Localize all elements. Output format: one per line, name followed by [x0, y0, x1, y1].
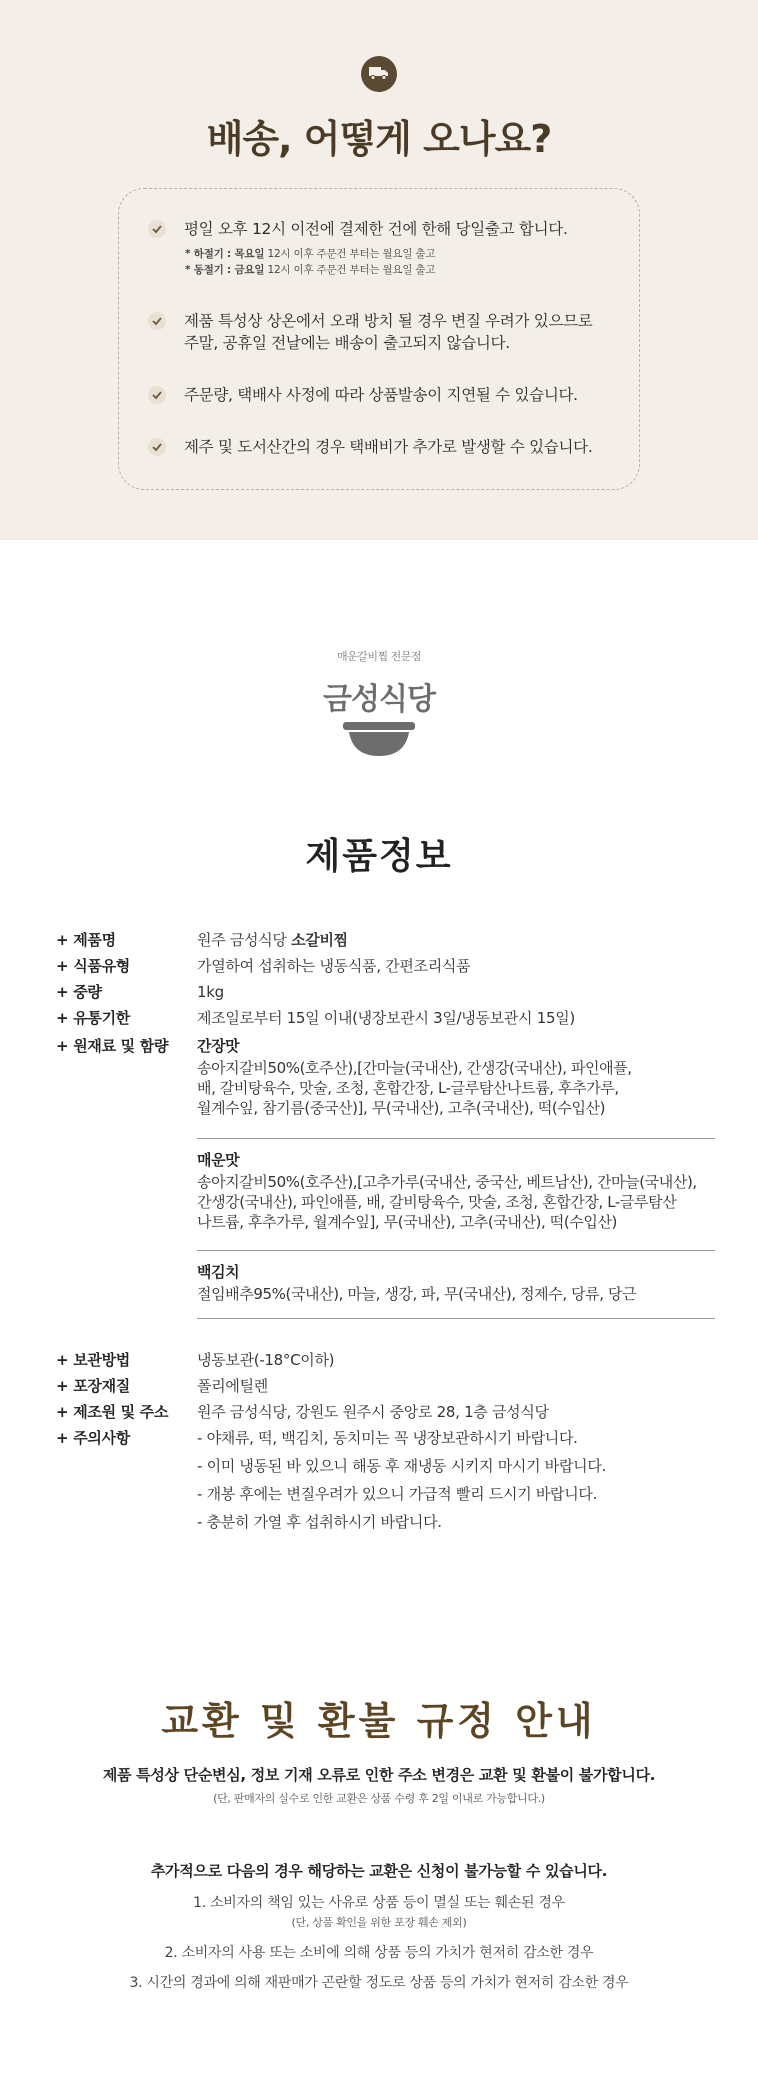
row-value: - 야채류, 떡, 백김치, 동치미는 꼭 냉장보관하시기 바랍니다. [197, 1429, 578, 1447]
row-value-bold: 소갈비찜 [291, 931, 348, 949]
row-label: + 중량 [56, 983, 102, 1001]
delivery-note-text: 12시 이후 주문건 부터는 월요일 출고 [264, 248, 436, 260]
delivery-item-text: 제주 및 도서산간의 경우 택배비가 추가로 발생할 수 있습니다. [184, 438, 593, 456]
row-value: 폴리에틸렌 [197, 1377, 268, 1395]
ingredient-line: 배, 갈비탕육수, 맛술, 조청, 혼합간장, L-글루탐산나트륨, 후추가루, [197, 1079, 619, 1097]
row-label: + 보관방법 [56, 1351, 130, 1369]
ingredient-block [197, 1150, 715, 1232]
row-value: 제조일로부터 15일 이내(냉장보관시 3일/냉동보관시 15일) [197, 1009, 575, 1027]
ingredient-line: 송아지갈비50%(호주산),[고추가루(국내산, 중국산, 베트남산), 간마늘(국내산), [197, 1173, 697, 1191]
row-label: + 제조원 및 주소 [56, 1403, 169, 1421]
row-value: 원주 금성식당, 강원도 원주시 중앙로 28, 1층 금성식당 [197, 1403, 549, 1421]
ingredient-line: 나트륨, 후추가루, 월계수잎], 무(국내산), 고추(국내산), 떡(수입산) [197, 1213, 618, 1231]
ingredient-block [197, 1036, 715, 1118]
divider [197, 1138, 715, 1139]
delivery-item [148, 218, 568, 240]
delivery-item-text: 주문량, 택배사 사정에 따라 상품발송이 지연될 수 있습니다. [184, 386, 578, 404]
ingredient-line: 월계수잎, 참기름(중국산)], 무(국내산), 고추(국내산), 떡(수입산) [197, 1099, 606, 1117]
check-icon [148, 312, 166, 330]
delivery-section [0, 0, 758, 540]
ingredient-head: 백김치 [197, 1263, 240, 1281]
delivery-title: 배송, 어떻게 오나요? [206, 117, 552, 161]
ingredient-line: 절임배추95%(국내산), 마늘, 생강, 파, 무(국내산), 정제수, 당류, 당근 [197, 1285, 637, 1303]
delivery-note-label: * 하절기 : 목요일 [185, 248, 265, 260]
refund-case: 1. 소비자의 책임 있는 사유로 상품 등이 멸실 또는 훼손된 경우 [193, 1895, 565, 1911]
refund-notice: 제품 특성상 단순변심, 정보 기재 오류로 인한 주소 변경은 교환 및 환불이 불가합니다. [102, 1766, 656, 1784]
row-value-plain: 원주 금성식당 [197, 931, 292, 949]
refund-case: 3. 시간의 경과에 의해 재판매가 곤란할 정도로 상품 등의 가치가 현저히 감소한 경우 [129, 1975, 629, 1991]
row-value: 1kg [197, 983, 224, 1001]
row-value: - 충분히 가열 후 섭취하시기 바랍니다. [197, 1513, 442, 1531]
delivery-note [185, 246, 435, 262]
row-label: + 식품유형 [56, 957, 130, 975]
delivery-item-text: 주말, 공휴일 전날에는 배송이 출고되지 않습니다. [184, 334, 510, 352]
delivery-item-continued [148, 332, 510, 354]
ingredient-line: 송아지갈비50%(호주산),[간마늘(국내산), 간생강(국내산), 파인애플, [197, 1059, 632, 1077]
refund-notice-sub: (단, 판매자의 실수로 인한 교환은 상품 수령 후 2일 이내로 가능합니다.) [213, 1792, 545, 1805]
delivery-item [148, 384, 578, 406]
delivery-item-text: 평일 오후 12시 이전에 결제한 건에 한해 당일출고 합니다. [184, 220, 568, 238]
pot-icon [343, 722, 415, 758]
ingredient-block [197, 1262, 715, 1304]
row-value: - 이미 냉동된 바 있으니 해동 후 재냉동 시키지 마시기 바랍니다. [197, 1457, 607, 1475]
product-info-title: 제품정보 [305, 835, 453, 877]
refund-extra-title: 추가적으로 다음의 경우 해당하는 교환은 신청이 불가능할 수 있습니다. [150, 1862, 608, 1880]
row-value: 냉동보관(-18°C이하) [197, 1351, 335, 1369]
row-value: - 개봉 후에는 변질우려가 있으니 가급적 빨리 드시기 바랍니다. [197, 1485, 598, 1503]
ingredient-line: 간생강(국내산), 파인애플, 배, 갈비탕육수, 맛술, 조청, 혼합간장, L-글루탐산 [197, 1193, 677, 1211]
logo-subtitle: 매운갈비찜 전문점 [336, 650, 421, 663]
divider [197, 1318, 715, 1319]
delivery-item-text: 제품 특성상 상온에서 오래 방치 될 경우 변질 우려가 있으므로 [184, 312, 593, 330]
ingredient-head: 간장맛 [197, 1037, 240, 1055]
delivery-item [148, 310, 592, 332]
divider [197, 1250, 715, 1251]
check-icon [148, 438, 166, 456]
row-label: + 유통기한 [56, 1009, 130, 1027]
check-icon [148, 220, 166, 238]
refund-title: 교환 및 환불 규정 안내 [161, 1698, 597, 1743]
row-value: 가열하여 섭취하는 냉동식품, 간편조리식품 [197, 957, 471, 975]
delivery-note [185, 262, 435, 278]
truck-icon [361, 56, 397, 92]
refund-case-sub: (단, 상품 확인을 위한 포장 훼손 제외) [291, 1916, 467, 1929]
delivery-note-label: * 동절기 : 금요일 [185, 264, 265, 276]
delivery-item [148, 436, 592, 458]
row-label: + 포장재질 [56, 1377, 130, 1395]
row-value [197, 928, 348, 952]
row-label: + 주의사항 [56, 1429, 130, 1447]
refund-case: 2. 소비자의 사용 또는 소비에 의해 상품 등의 가치가 현저히 감소한 경우 [164, 1945, 594, 1961]
row-label: + 제품명 [56, 931, 116, 949]
row-label: + 원재료 및 함량 [56, 1037, 169, 1055]
ingredient-head: 매운맛 [197, 1151, 240, 1169]
brand-logo [303, 646, 455, 766]
logo-name: 금성식당 [323, 682, 435, 717]
delivery-note-text: 12시 이후 주문건 부터는 월요일 출고 [264, 264, 436, 276]
check-icon [148, 386, 166, 404]
